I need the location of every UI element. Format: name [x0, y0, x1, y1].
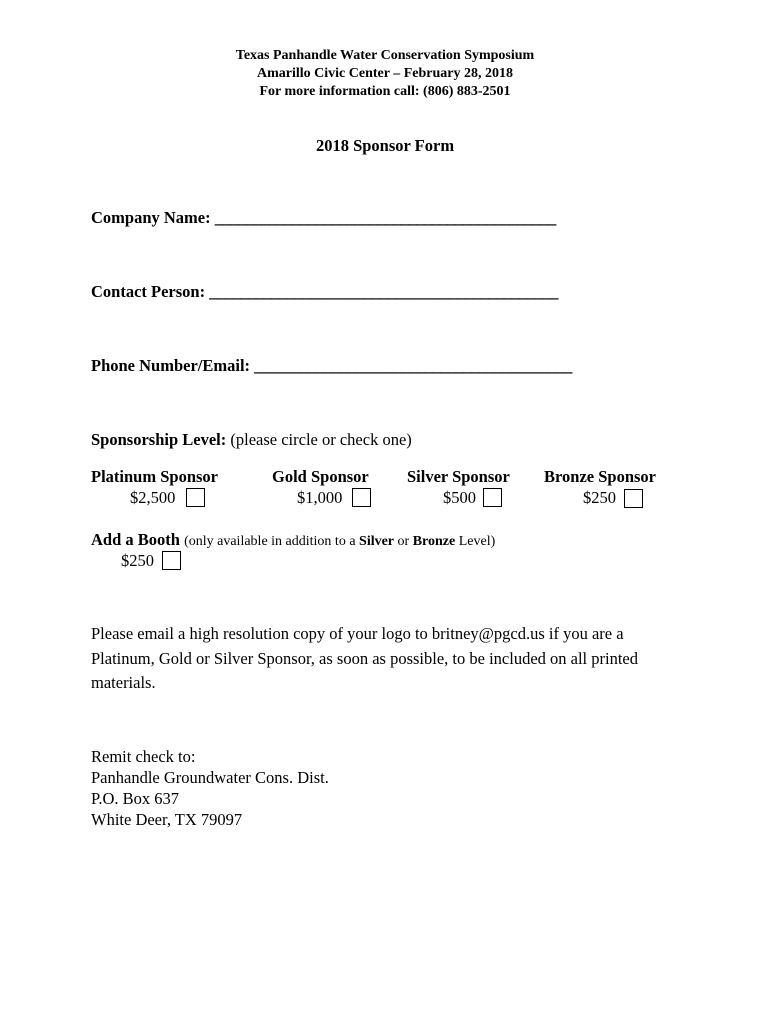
contact-person-line[interactable]: _____________________________________________ [209, 282, 558, 301]
bronze-checkbox[interactable] [624, 489, 643, 508]
phone-email-line[interactable]: _________________________________________ [254, 356, 572, 375]
remit-city-state-zip: White Deer, TX 79097 [91, 810, 243, 829]
booth-checkbox[interactable] [162, 551, 181, 570]
phone-email-label: Phone Number/Email: [91, 356, 251, 375]
event-contact-phone: For more information call: (806) 883-2501 [259, 84, 511, 99]
form-title: 2018 Sponsor Form [315, 136, 455, 155]
level-bronze-name: Bronze Sponsor [544, 467, 657, 486]
sponsorship-level-heading [91, 430, 412, 450]
phone-email-field [91, 356, 572, 376]
level-silver-name: Silver Sponsor [407, 467, 510, 486]
company-name-field [91, 208, 556, 228]
remit-payee: Panhandle Groundwater Cons. Dist. [91, 768, 329, 787]
remit-po-box: P.O. Box 637 [91, 789, 180, 808]
sponsorship-level-label: Sponsorship Level: [91, 430, 227, 449]
silver-checkbox[interactable] [483, 488, 502, 507]
company-name-label: Company Name: [91, 208, 211, 227]
booth-note: (only available in addition to a Silver or Bronze Level) [184, 534, 496, 549]
level-gold-name: Gold Sponsor [272, 467, 369, 486]
contact-person-label: Contact Person: [91, 282, 206, 301]
contact-person-field [91, 282, 558, 302]
logo-instructions: Please email a high resolution copy of your logo to britney@pgcd.us if you are a Platinum, Gold or Silver Sponsor, as soon as possible, to be included on all printed materials. [91, 624, 638, 692]
level-gold-price: $1,000 [297, 488, 343, 507]
level-bronze-price: $250 [583, 488, 616, 507]
sponsorship-instruction: (please circle or check one) [230, 430, 412, 449]
remit-heading: Remit check to: [91, 747, 196, 766]
booth-label: Add a Booth [91, 530, 180, 549]
gold-checkbox[interactable] [352, 488, 371, 507]
level-platinum-price: $2,500 [130, 488, 176, 507]
company-name-line[interactable]: ____________________________________________ [214, 208, 556, 227]
event-title: Texas Panhandle Water Conservation Symposium [235, 48, 535, 63]
booth-heading [91, 530, 495, 550]
level-platinum-name: Platinum Sponsor [91, 467, 218, 486]
event-venue-date: Amarillo Civic Center – February 28, 2018 [257, 66, 513, 81]
level-silver-price: $500 [443, 488, 476, 507]
platinum-checkbox[interactable] [186, 488, 205, 507]
booth-price: $250 [121, 551, 154, 570]
